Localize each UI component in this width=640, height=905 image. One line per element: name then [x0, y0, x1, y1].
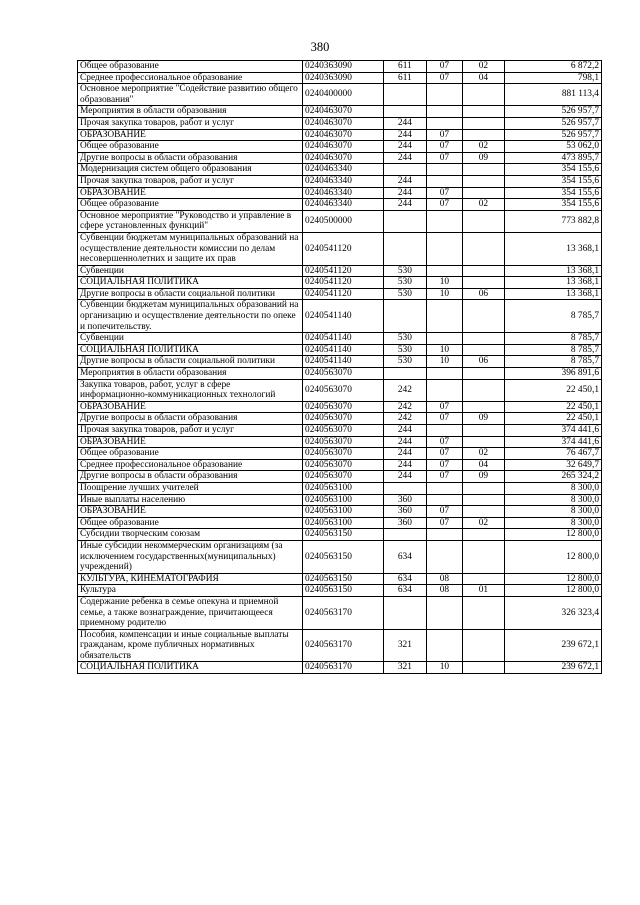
row-subsection-cell: 02 — [463, 517, 505, 529]
row-section-cell: 07 — [426, 517, 462, 529]
row-subsection-cell — [463, 425, 505, 437]
row-name-cell: Прочая закупка товаров, работ и услуг — [78, 175, 303, 187]
row-section-cell: 08 — [426, 585, 462, 597]
table-row — [78, 506, 602, 518]
row-code-cell: 0240563070 — [303, 425, 384, 437]
row-name-cell: Другие вопросы в области образования — [78, 152, 303, 164]
row-expense-type-cell: 244 — [384, 152, 427, 164]
table-row — [78, 152, 602, 164]
row-name-cell: Другие вопросы в области социальной политики — [78, 288, 303, 300]
row-subsection-cell — [463, 164, 505, 176]
table-row — [78, 106, 602, 118]
table-row — [78, 662, 602, 674]
table-row — [78, 482, 602, 494]
row-code-cell: 0240463340 — [303, 164, 384, 176]
row-sum-cell: 239 672,1 — [504, 629, 601, 662]
row-subsection-cell — [463, 175, 505, 187]
row-expense-type-cell — [384, 106, 427, 118]
row-section-cell: 07 — [426, 471, 462, 483]
budget-table — [77, 60, 602, 674]
row-code-cell: 0240563070 — [303, 368, 384, 380]
row-expense-type-cell: 530 — [384, 344, 427, 356]
row-expense-type-cell: 244 — [384, 471, 427, 483]
row-sum-cell: 13 368,1 — [504, 277, 601, 289]
page-number: 380 — [310, 40, 330, 54]
row-section-cell — [426, 629, 462, 662]
table-row — [78, 413, 602, 425]
row-section-cell: 07 — [426, 152, 462, 164]
row-expense-type-cell: 244 — [384, 117, 427, 129]
row-code-cell: 0240563170 — [303, 629, 384, 662]
row-subsection-cell — [463, 187, 505, 199]
row-section-cell: 10 — [426, 277, 462, 289]
table-row — [78, 401, 602, 413]
row-name-cell: ОБРАЗОВАНИЕ — [78, 436, 303, 448]
row-expense-type-cell: 634 — [384, 573, 427, 585]
row-section-cell — [426, 494, 462, 506]
row-expense-type-cell: 242 — [384, 379, 427, 401]
row-sum-cell: 526 957,7 — [504, 106, 601, 118]
row-subsection-cell: 02 — [463, 199, 505, 211]
row-code-cell: 0240563100 — [303, 517, 384, 529]
row-sum-cell: 12 800,0 — [504, 585, 601, 597]
row-section-cell — [426, 106, 462, 118]
row-expense-type-cell: 244 — [384, 448, 427, 460]
row-code-cell: 0240363090 — [303, 72, 384, 84]
row-name-cell: Мероприятия в области образования — [78, 106, 303, 118]
row-subsection-cell — [463, 540, 505, 573]
row-name-cell: ОБРАЗОВАНИЕ — [78, 187, 303, 199]
row-expense-type-cell: 242 — [384, 413, 427, 425]
row-sum-cell: 881 113,4 — [504, 84, 601, 106]
row-expense-type-cell: 244 — [384, 129, 427, 141]
row-name-cell: СОЦИАЛЬНАЯ ПОЛИТИКА — [78, 344, 303, 356]
row-subsection-cell: 01 — [463, 585, 505, 597]
row-sum-cell: 13 368,1 — [504, 288, 601, 300]
row-section-cell: 07 — [426, 448, 462, 460]
table-row — [78, 517, 602, 529]
row-name-cell: Другие вопросы в области социальной политики — [78, 356, 303, 368]
row-section-cell: 08 — [426, 573, 462, 585]
row-section-cell: 07 — [426, 187, 462, 199]
row-sum-cell: 8 300,0 — [504, 517, 601, 529]
row-expense-type-cell: 244 — [384, 175, 427, 187]
row-sum-cell: 326 323,4 — [504, 596, 601, 629]
row-code-cell: 0240563070 — [303, 401, 384, 413]
row-name-cell: Модернизация систем общего образования — [78, 164, 303, 176]
row-sum-cell: 8 785,7 — [504, 356, 601, 368]
table-row — [78, 629, 602, 662]
row-sum-cell: 8 785,7 — [504, 344, 601, 356]
row-expense-type-cell — [384, 84, 427, 106]
row-sum-cell: 354 155,6 — [504, 187, 601, 199]
row-code-cell: 0240363090 — [303, 61, 384, 73]
row-sum-cell: 374 441,6 — [504, 436, 601, 448]
table-row — [78, 356, 602, 368]
row-code-cell: 0240563070 — [303, 459, 384, 471]
row-expense-type-cell: 634 — [384, 540, 427, 573]
row-name-cell: Основное мероприятие "Содействие развитию общего образования" — [78, 84, 303, 106]
row-section-cell — [426, 164, 462, 176]
row-subsection-cell — [463, 436, 505, 448]
row-sum-cell: 265 324,2 — [504, 471, 601, 483]
row-code-cell: 0240541120 — [303, 277, 384, 289]
row-name-cell: Содержание ребенка в семье опекуна и приемной семье, а также вознаграждение, причитающееся приемному родителю — [78, 596, 303, 629]
row-code-cell: 0240563150 — [303, 585, 384, 597]
row-sum-cell: 8 300,0 — [504, 482, 601, 494]
row-section-cell: 07 — [426, 506, 462, 518]
row-subsection-cell: 06 — [463, 288, 505, 300]
table-row — [78, 187, 602, 199]
table-row — [78, 333, 602, 345]
row-section-cell — [426, 482, 462, 494]
row-section-cell — [426, 529, 462, 541]
row-subsection-cell: 09 — [463, 471, 505, 483]
row-name-cell: Культура — [78, 585, 303, 597]
table-row — [78, 540, 602, 573]
row-expense-type-cell — [384, 300, 427, 333]
table-row — [78, 573, 602, 585]
row-name-cell: Иные выплаты населению — [78, 494, 303, 506]
row-code-cell: 0240563150 — [303, 529, 384, 541]
row-subsection-cell — [463, 596, 505, 629]
row-code-cell: 0240463070 — [303, 106, 384, 118]
row-code-cell: 0240541140 — [303, 333, 384, 345]
table-row — [78, 494, 602, 506]
row-sum-cell: 12 800,0 — [504, 529, 601, 541]
row-expense-type-cell: 321 — [384, 629, 427, 662]
table-row — [78, 117, 602, 129]
row-name-cell: СОЦИАЛЬНАЯ ПОЛИТИКА — [78, 662, 303, 674]
row-name-cell: Субвенции бюджетам муниципальных образований на осуществление деятельности комиссии по делам несовершеннолетних и защите их прав — [78, 232, 303, 265]
row-subsection-cell — [463, 84, 505, 106]
row-section-cell — [426, 596, 462, 629]
row-section-cell — [426, 232, 462, 265]
row-expense-type-cell: 244 — [384, 436, 427, 448]
row-expense-type-cell: 530 — [384, 277, 427, 289]
row-subsection-cell — [463, 368, 505, 380]
row-subsection-cell: 02 — [463, 448, 505, 460]
row-code-cell: 0240463340 — [303, 175, 384, 187]
row-name-cell: Среднее профессиональное образование — [78, 459, 303, 471]
row-sum-cell: 22 450,1 — [504, 379, 601, 401]
row-section-cell: 07 — [426, 141, 462, 153]
row-section-cell: 10 — [426, 662, 462, 674]
row-code-cell: 0240463070 — [303, 152, 384, 164]
row-code-cell: 0240563070 — [303, 379, 384, 401]
table-row — [78, 379, 602, 401]
row-expense-type-cell: 634 — [384, 585, 427, 597]
row-sum-cell: 8 785,7 — [504, 333, 601, 345]
row-sum-cell: 22 450,1 — [504, 401, 601, 413]
row-name-cell: Субвенции — [78, 333, 303, 345]
row-code-cell: 0240563070 — [303, 413, 384, 425]
table-row — [78, 61, 602, 73]
row-code-cell: 0240563100 — [303, 494, 384, 506]
row-subsection-cell — [463, 106, 505, 118]
row-expense-type-cell: 244 — [384, 199, 427, 211]
row-sum-cell: 396 891,6 — [504, 368, 601, 380]
row-subsection-cell: 02 — [463, 61, 505, 73]
row-section-cell: 10 — [426, 344, 462, 356]
row-code-cell: 0240500000 — [303, 210, 384, 232]
row-section-cell — [426, 540, 462, 573]
row-name-cell: Общее образование — [78, 517, 303, 529]
row-subsection-cell — [463, 401, 505, 413]
row-expense-type-cell — [384, 232, 427, 265]
row-name-cell: Иные субсидии некоммерческим организациям (за исключением государственных(муниципальных) учреждений) — [78, 540, 303, 573]
row-name-cell: СОЦИАЛЬНАЯ ПОЛИТИКА — [78, 277, 303, 289]
table-row — [78, 277, 602, 289]
table-row — [78, 164, 602, 176]
row-sum-cell: 12 800,0 — [504, 540, 601, 573]
row-subsection-cell: 09 — [463, 413, 505, 425]
row-sum-cell: 354 155,6 — [504, 199, 601, 211]
row-sum-cell: 473 895,7 — [504, 152, 601, 164]
row-name-cell: Субсидии творческим союзам — [78, 529, 303, 541]
table-row — [78, 72, 602, 84]
row-section-cell: 07 — [426, 199, 462, 211]
row-expense-type-cell: 530 — [384, 333, 427, 345]
row-expense-type-cell: 244 — [384, 459, 427, 471]
row-section-cell — [426, 300, 462, 333]
row-sum-cell: 374 441,6 — [504, 425, 601, 437]
row-sum-cell: 354 155,6 — [504, 164, 601, 176]
row-expense-type-cell: 530 — [384, 288, 427, 300]
row-subsection-cell — [463, 333, 505, 345]
table-row — [78, 344, 602, 356]
row-name-cell: Среднее профессиональное образование — [78, 72, 303, 84]
row-sum-cell: 8 300,0 — [504, 506, 601, 518]
row-sum-cell: 32 649,7 — [504, 459, 601, 471]
row-section-cell: 07 — [426, 72, 462, 84]
row-code-cell: 0240541140 — [303, 356, 384, 368]
row-section-cell: 07 — [426, 129, 462, 141]
table-row — [78, 529, 602, 541]
row-sum-cell: 239 672,1 — [504, 662, 601, 674]
row-code-cell: 0240463070 — [303, 141, 384, 153]
row-section-cell: 07 — [426, 436, 462, 448]
row-sum-cell: 6 872,2 — [504, 61, 601, 73]
table-row — [78, 175, 602, 187]
row-subsection-cell — [463, 573, 505, 585]
row-section-cell — [426, 210, 462, 232]
row-code-cell: 0240463340 — [303, 187, 384, 199]
row-code-cell: 0240563100 — [303, 482, 384, 494]
table-row — [78, 141, 602, 153]
row-code-cell: 0240541140 — [303, 344, 384, 356]
row-sum-cell: 8 785,7 — [504, 300, 601, 333]
table-row — [78, 232, 602, 265]
table-row — [78, 368, 602, 380]
row-code-cell: 0240541120 — [303, 265, 384, 277]
row-name-cell: ОБРАЗОВАНИЕ — [78, 129, 303, 141]
row-subsection-cell: 06 — [463, 356, 505, 368]
row-expense-type-cell: 360 — [384, 506, 427, 518]
row-subsection-cell — [463, 277, 505, 289]
row-code-cell: 0240563170 — [303, 596, 384, 629]
row-section-cell — [426, 368, 462, 380]
row-code-cell: 0240463070 — [303, 117, 384, 129]
row-sum-cell: 526 957,7 — [504, 129, 601, 141]
row-code-cell: 0240563150 — [303, 573, 384, 585]
row-section-cell: 07 — [426, 459, 462, 471]
table-row — [78, 265, 602, 277]
row-subsection-cell: 02 — [463, 141, 505, 153]
row-name-cell: Поощрение лучших учителей — [78, 482, 303, 494]
row-expense-type-cell — [384, 482, 427, 494]
table-row — [78, 459, 602, 471]
row-name-cell: КУЛЬТУРА, КИНЕМАТОГРАФИЯ — [78, 573, 303, 585]
table-row — [78, 596, 602, 629]
row-sum-cell: 22 450,1 — [504, 413, 601, 425]
row-subsection-cell: 04 — [463, 459, 505, 471]
row-subsection-cell — [463, 129, 505, 141]
row-sum-cell: 53 062,0 — [504, 141, 601, 153]
row-expense-type-cell: 360 — [384, 494, 427, 506]
row-section-cell — [426, 265, 462, 277]
row-name-cell: Субвенции бюджетам муниципальных образований на организацию и осуществление деятельности по опеке и попечительству. — [78, 300, 303, 333]
row-name-cell: Другие вопросы в области образования — [78, 413, 303, 425]
row-name-cell: Другие вопросы в области образования — [78, 471, 303, 483]
table-row — [78, 288, 602, 300]
row-name-cell: Закупка товаров, работ, услуг в сфере информационно-коммуникационных технологий — [78, 379, 303, 401]
row-subsection-cell — [463, 662, 505, 674]
row-expense-type-cell: 530 — [384, 265, 427, 277]
row-name-cell: Прочая закупка товаров, работ и услуг — [78, 425, 303, 437]
row-subsection-cell — [463, 300, 505, 333]
row-name-cell: Мероприятия в области образования — [78, 368, 303, 380]
row-name-cell: ОБРАЗОВАНИЕ — [78, 506, 303, 518]
row-sum-cell: 798,1 — [504, 72, 601, 84]
row-expense-type-cell: 244 — [384, 141, 427, 153]
row-sum-cell: 12 800,0 — [504, 573, 601, 585]
row-expense-type-cell: 530 — [384, 356, 427, 368]
row-code-cell: 0240563150 — [303, 540, 384, 573]
row-name-cell: Общее образование — [78, 61, 303, 73]
row-subsection-cell — [463, 482, 505, 494]
row-expense-type-cell — [384, 164, 427, 176]
row-sum-cell: 13 368,1 — [504, 265, 601, 277]
row-code-cell: 0240563070 — [303, 471, 384, 483]
row-expense-type-cell: 360 — [384, 517, 427, 529]
row-subsection-cell — [463, 494, 505, 506]
row-sum-cell: 773 882,8 — [504, 210, 601, 232]
table-row — [78, 210, 602, 232]
row-name-cell: Общее образование — [78, 199, 303, 211]
row-sum-cell: 354 155,6 — [504, 175, 601, 187]
table-row — [78, 585, 602, 597]
row-code-cell: 0240463340 — [303, 199, 384, 211]
row-sum-cell: 13 368,1 — [504, 232, 601, 265]
row-sum-cell: 76 467,7 — [504, 448, 601, 460]
row-section-cell — [426, 379, 462, 401]
row-subsection-cell — [463, 232, 505, 265]
row-subsection-cell — [463, 629, 505, 662]
row-sum-cell: 8 300,0 — [504, 494, 601, 506]
row-sum-cell: 526 957,7 — [504, 117, 601, 129]
row-name-cell: Пособия, компенсации и иные социальные выплаты гражданам, кроме публичных нормативных обязательств — [78, 629, 303, 662]
row-name-cell: Прочая закупка товаров, работ и услуг — [78, 117, 303, 129]
table-row — [78, 448, 602, 460]
row-subsection-cell — [463, 117, 505, 129]
row-name-cell: ОБРАЗОВАНИЕ — [78, 401, 303, 413]
row-expense-type-cell: 244 — [384, 425, 427, 437]
row-subsection-cell — [463, 506, 505, 518]
row-section-cell: 07 — [426, 61, 462, 73]
table-row — [78, 425, 602, 437]
row-expense-type-cell: 611 — [384, 61, 427, 73]
table-row — [78, 300, 602, 333]
row-expense-type-cell: 242 — [384, 401, 427, 413]
budget-table-body — [78, 61, 602, 674]
row-subsection-cell — [463, 265, 505, 277]
row-expense-type-cell — [384, 210, 427, 232]
table-row — [78, 436, 602, 448]
table-row — [78, 471, 602, 483]
row-expense-type-cell: 321 — [384, 662, 427, 674]
row-subsection-cell — [463, 344, 505, 356]
row-section-cell: 10 — [426, 288, 462, 300]
row-code-cell: 0240541120 — [303, 232, 384, 265]
row-subsection-cell — [463, 379, 505, 401]
row-subsection-cell: 04 — [463, 72, 505, 84]
table-row — [78, 129, 602, 141]
row-section-cell — [426, 333, 462, 345]
row-section-cell — [426, 425, 462, 437]
row-code-cell: 0240463070 — [303, 129, 384, 141]
row-expense-type-cell: 611 — [384, 72, 427, 84]
row-code-cell: 0240541140 — [303, 300, 384, 333]
row-expense-type-cell — [384, 529, 427, 541]
row-name-cell: Общее образование — [78, 141, 303, 153]
row-subsection-cell: 09 — [463, 152, 505, 164]
row-subsection-cell — [463, 210, 505, 232]
row-section-cell: 10 — [426, 356, 462, 368]
row-subsection-cell — [463, 529, 505, 541]
row-code-cell: 0240400000 — [303, 84, 384, 106]
row-name-cell: Общее образование — [78, 448, 303, 460]
row-expense-type-cell — [384, 596, 427, 629]
table-row — [78, 84, 602, 106]
row-code-cell: 0240563170 — [303, 662, 384, 674]
row-code-cell: 0240563100 — [303, 506, 384, 518]
table-row — [78, 199, 602, 211]
row-code-cell: 0240541120 — [303, 288, 384, 300]
row-expense-type-cell: 244 — [384, 187, 427, 199]
row-code-cell: 0240563070 — [303, 436, 384, 448]
row-name-cell: Основное мероприятие "Руководство и управление в сфере установленных функций" — [78, 210, 303, 232]
row-section-cell — [426, 117, 462, 129]
row-section-cell — [426, 175, 462, 187]
row-code-cell: 0240563070 — [303, 448, 384, 460]
row-section-cell: 07 — [426, 401, 462, 413]
row-name-cell: Субвенции — [78, 265, 303, 277]
row-expense-type-cell — [384, 368, 427, 380]
row-section-cell: 07 — [426, 413, 462, 425]
row-section-cell — [426, 84, 462, 106]
